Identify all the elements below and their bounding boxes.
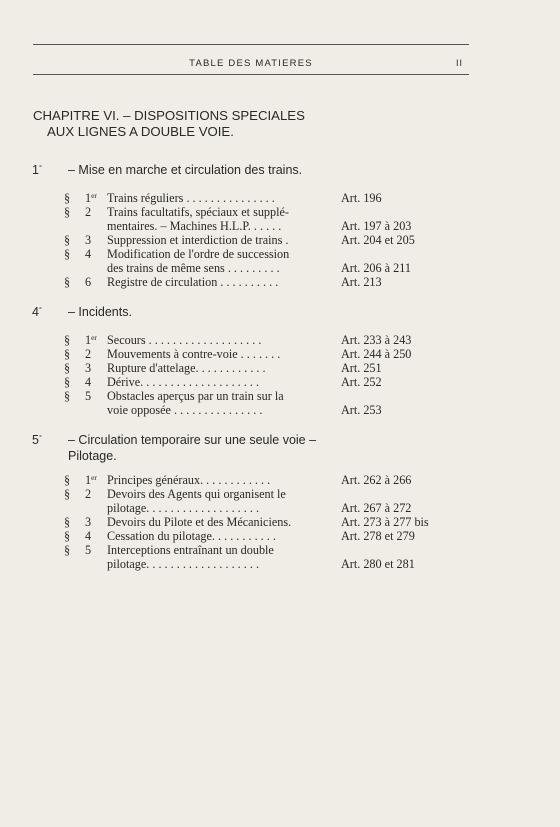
paragraph-number: 3 [85, 233, 92, 247]
entry-title-line: Cessation du pilotage. . . . . . . . . . . [107, 529, 276, 543]
paragraph-number: 1er [85, 473, 97, 487]
article-reference: Art. 280 et 281 [341, 556, 415, 571]
entry-title-line: Principes généraux. . . . . . . . . . . . [107, 473, 271, 487]
entry-title [107, 516, 341, 530]
article-reference: Art. 204 et 205 [341, 233, 415, 247]
chapter-title [33, 108, 305, 140]
entry-title-line: Dérive. . . . . . . . . . . . . . . . . . . . [107, 375, 259, 389]
toc-entry[interactable] [64, 192, 484, 206]
entry-title [107, 248, 341, 275]
paragraph-number: 2 [85, 347, 92, 361]
article-reference: Art. 262 à 266 [341, 473, 412, 487]
entry-title-line: Registre de circulation . . . . . . . . . . [107, 275, 279, 289]
entry-title [107, 206, 341, 233]
toc-entry[interactable] [64, 530, 484, 544]
entry-title-line: des trains de même sens . . . . . . . . . [107, 260, 280, 275]
entry-title [107, 474, 341, 488]
entry-title [107, 544, 341, 571]
entry-title-line: Secours . . . . . . . . . . . . . . . . . . . [107, 333, 262, 347]
entry-title-line: Modification de l'ordre de succession [107, 247, 290, 261]
entry-title-line: voie opposée . . . . . . . . . . . . . . . [107, 402, 263, 417]
entry-title-line: pilotage. . . . . . . . . . . . . . . . . . . [107, 556, 259, 571]
paragraph-number: 5 [85, 389, 92, 403]
toc-entry[interactable] [64, 362, 484, 376]
entry-title-line: Trains réguliers . . . . . . . . . . . . . . . [107, 191, 275, 205]
toc-entry[interactable] [64, 516, 484, 530]
section-title: – Incidents. [68, 305, 132, 319]
paragraph-number: 4 [85, 375, 92, 389]
paragraph-number: 2 [85, 487, 92, 501]
degree-sign: ° [38, 305, 42, 314]
section-symbol: § [64, 543, 71, 557]
article-reference: Art. 206 à 211 [341, 260, 411, 275]
toc-entry[interactable] [64, 206, 484, 233]
degree-sign: ° [38, 163, 42, 172]
section-symbol: § [64, 347, 71, 361]
section-symbol: § [64, 375, 71, 389]
entry-title-line: Devoirs des Agents qui organisent le [107, 487, 286, 501]
toc-entry[interactable] [64, 334, 484, 348]
section-title: – Circulation temporaire sur une seule voie – [68, 433, 317, 447]
article-reference: Art. 252 [341, 375, 382, 389]
toc-entry[interactable] [64, 248, 484, 275]
chapter-title-line1: CHAPITRE VI. – DISPOSITIONS SPECIALES [33, 108, 305, 123]
paragraph-number: 4 [85, 529, 92, 543]
article-reference: Art. 233 à 243 [341, 333, 412, 347]
toc-entry[interactable] [64, 234, 484, 248]
entry-title [107, 334, 341, 348]
section-symbol: § [64, 515, 71, 529]
article-reference: Art. 253 [341, 402, 382, 417]
ordinal-suffix: er [91, 473, 97, 482]
article-reference: Art. 213 [341, 275, 382, 289]
page-number: II [455, 58, 463, 68]
paragraph-number: 5 [85, 543, 92, 557]
section-heading [32, 432, 316, 464]
header-rule [33, 74, 469, 75]
paragraph-number: 4 [85, 247, 92, 261]
article-reference: Art. 278 et 279 [341, 529, 415, 543]
toc-entry[interactable] [64, 474, 484, 488]
article-reference: Art. 251 [341, 361, 382, 375]
entry-title-line: Devoirs du Pilote et des Mécaniciens. [107, 515, 292, 529]
entry-title [107, 192, 341, 206]
section-number: 1° [32, 163, 42, 177]
entry-title [107, 362, 341, 376]
section-symbol: § [64, 473, 71, 487]
entry-title-line: Trains facultatifs, spéciaux et supplé- [107, 205, 289, 219]
entry-title [107, 488, 341, 515]
article-reference: Art. 196 [341, 191, 382, 205]
section-title: – Mise en marche et circulation des trains. [68, 163, 303, 177]
section-number: 4° [32, 305, 42, 319]
section-symbol: § [64, 529, 71, 543]
section-symbol: § [64, 275, 71, 289]
entry-title [107, 234, 341, 248]
section-number: 5° [32, 433, 42, 447]
toc-entry[interactable] [64, 544, 484, 571]
entry-title-line: pilotage. . . . . . . . . . . . . . . . . . . [107, 500, 259, 515]
toc-entry[interactable] [64, 376, 484, 390]
entry-title-line: Mouvements à contre-voie . . . . . . . [107, 347, 281, 361]
article-reference: Art. 197 à 203 [341, 218, 412, 233]
header-title: TABLE DES MATIERES [189, 58, 313, 69]
paragraph-number: 1er [85, 333, 97, 347]
toc-entry[interactable] [64, 348, 484, 362]
paragraph-number: 1er [85, 191, 97, 205]
ordinal-suffix: er [91, 333, 97, 342]
toc-entry[interactable] [64, 390, 484, 417]
section-symbol: § [64, 247, 71, 261]
toc-entry[interactable] [64, 488, 484, 515]
entry-title-line: Interceptions entraînant un double [107, 543, 274, 557]
page-header [33, 58, 469, 70]
degree-sign: ° [38, 433, 42, 442]
section-title-cont: Pilotage. [68, 449, 117, 463]
section-symbol: § [64, 389, 71, 403]
top-rule [33, 44, 469, 45]
section-heading [32, 304, 132, 320]
toc-entry[interactable] [64, 276, 484, 290]
entry-title-line: mentaires. – Machines H.L.P. . . . . . [107, 218, 282, 233]
section-symbol: § [64, 361, 71, 375]
entry-title [107, 530, 341, 544]
article-reference: Art. 273 à 277 bis [341, 515, 429, 529]
entry-title [107, 390, 341, 417]
chapter-title-line2: AUX LIGNES A DOUBLE VOIE. [47, 124, 234, 139]
paragraph-number: 3 [85, 515, 92, 529]
entry-title [107, 376, 341, 390]
section-symbol: § [64, 487, 71, 501]
paragraph-number: 2 [85, 205, 92, 219]
entry-title-line: Rupture d'attelage. . . . . . . . . . . . [107, 361, 266, 375]
entry-title-line: Obstacles aperçus par un train sur la [107, 389, 284, 403]
section-symbol: § [64, 191, 71, 205]
entry-title-line: Suppression et interdiction de trains . [107, 233, 289, 247]
ordinal-suffix: er [91, 191, 97, 200]
entry-title [107, 276, 341, 290]
section-heading [32, 162, 302, 178]
section-symbol: § [64, 333, 71, 347]
entry-title [107, 348, 341, 362]
article-reference: Art. 244 à 250 [341, 347, 412, 361]
section-symbol: § [64, 205, 71, 219]
section-symbol: § [64, 233, 71, 247]
article-reference: Art. 267 à 272 [341, 500, 412, 515]
paragraph-number: 6 [85, 275, 92, 289]
paragraph-number: 3 [85, 361, 92, 375]
